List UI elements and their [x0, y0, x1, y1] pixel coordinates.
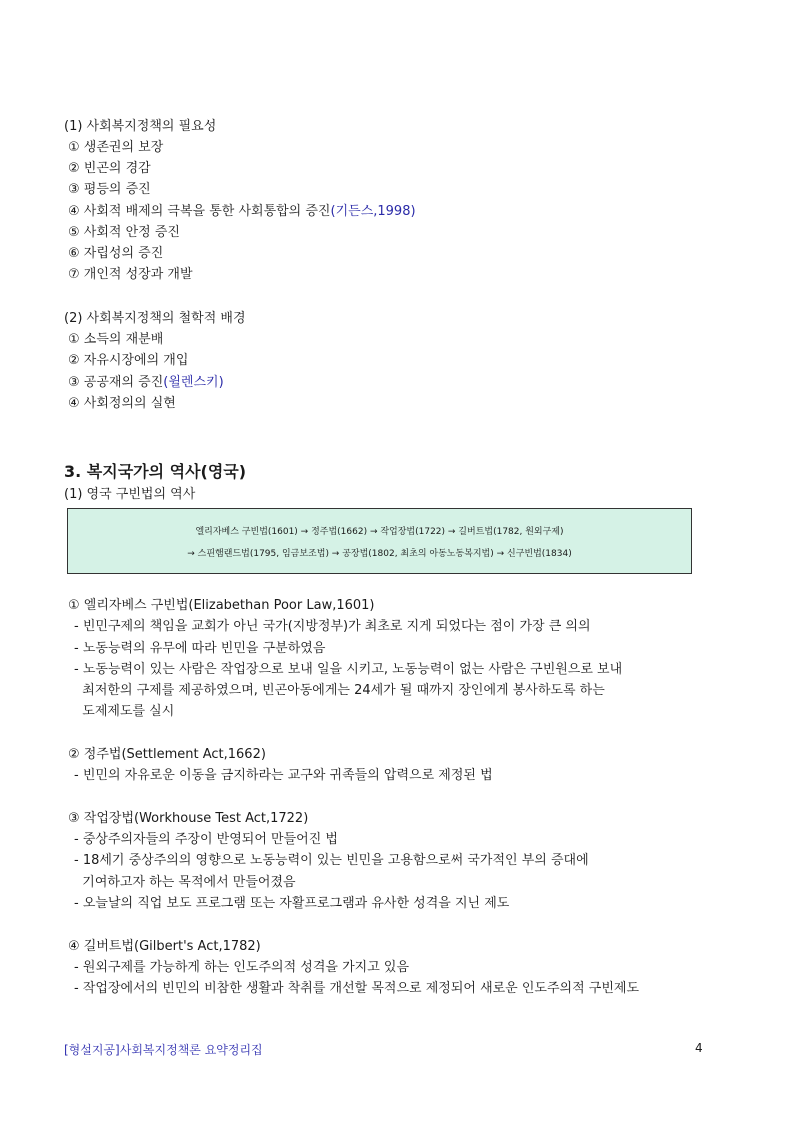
section-title: 3. 복지국가의 역사(영국): [64, 462, 247, 481]
law-title: ② 정주법(Settlement Act,1662): [68, 747, 266, 762]
citation: (윌렌스키): [163, 375, 224, 390]
sub-heading: (1) 영국 구빈법의 역사: [64, 487, 196, 502]
law-line: - 노동능력이 있는 사람은 작업장으로 보내 일을 시키고, 노동능력이 없는 사람은 구빈원으로 보내: [74, 662, 623, 677]
list-item: [68, 374, 224, 392]
list-item: [68, 203, 416, 221]
section-heading: (2) 사회복지정책의 철학적 배경: [64, 311, 246, 326]
list-item: ⑥ 자립성의 증진: [68, 246, 164, 261]
list-item: ① 소득의 재분배: [68, 332, 164, 347]
list-item-text: ③ 공공재의 증진: [68, 375, 164, 390]
list-item: ④ 사회정의의 실현: [68, 396, 176, 411]
section-heading: (1) 사회복지정책의 필요성: [64, 119, 217, 134]
list-item: ③ 평등의 증진: [68, 182, 151, 197]
law-line: - 빈민의 자유로운 이동을 금지하라는 교구와 귀족들의 압력으로 제정된 법: [74, 768, 493, 783]
timeline-line: → 스핀햄랜드법(1795, 임금보조법) → 공장법(1802, 최초의 아동노동복지법) → 신구빈법(1834): [187, 549, 572, 559]
law-line: - 원외구제를 가능하게 하는 인도주의적 성격을 가지고 있음: [74, 960, 410, 975]
law-line: 최저한의 구제를 제공하였으며, 빈곤아동에게는 24세가 될 때까지 장인에게 봉사하도록 하는: [74, 683, 605, 698]
law-line: 기여하고자 하는 목적에서 만들어졌음: [74, 875, 296, 890]
list-item: ① 생존권의 보장: [68, 140, 164, 155]
list-item-text: ④ 사회적 배제의 극복을 통한 사회통합의 증진: [68, 204, 331, 219]
law-title: ④ 길버트법(Gilbert's Act,1782): [68, 939, 261, 954]
list-item: ② 자유시장에의 개입: [68, 353, 189, 368]
citation: (기든스,1998): [330, 204, 416, 219]
timeline-box: [67, 508, 692, 574]
law-line: - 빈민구제의 책임을 교회가 아닌 국가(지방정부)가 최초로 지게 되었다는 점이 가장 큰 의의: [74, 619, 591, 634]
law-title: ① 엘리자베스 구빈법(Elizabethan Poor Law,1601): [68, 598, 375, 613]
law-line: - 오늘날의 직업 보도 프로그램 또는 자활프로그램과 유사한 성격을 지닌 제도: [74, 896, 510, 911]
law-line: - 작업장에서의 빈민의 비참한 생활과 착취를 개선할 목적으로 제정되어 새로운 인도주의적 구빈제도: [74, 981, 640, 996]
law-line: 도제제도를 실시: [74, 704, 175, 719]
timeline-line: 엘리자베스 구빈법(1601) → 정주법(1662) → 작업장법(1722) → 길버트법(1782, 원외구제): [195, 527, 564, 537]
list-item: ⑦ 개인적 성장과 개발: [68, 267, 193, 282]
footer-title: [형설지공]사회복지정책론 요약정리집: [64, 1043, 263, 1057]
page-number: 4: [695, 1041, 703, 1055]
law-line: - 노동능력의 유무에 따라 빈민을 구분하였음: [74, 641, 326, 656]
list-item: ⑤ 사회적 안정 증진: [68, 225, 180, 240]
law-line: - 중상주의자들의 주장이 반영되어 만들어진 법: [74, 832, 338, 847]
list-item: ② 빈곤의 경감: [68, 161, 151, 176]
law-line: - 18세기 중상주의의 영향으로 노동능력이 있는 빈민을 고용함으로써 국가적인 부의 증대에: [74, 853, 589, 868]
law-title: ③ 작업장법(Workhouse Test Act,1722): [68, 811, 309, 826]
